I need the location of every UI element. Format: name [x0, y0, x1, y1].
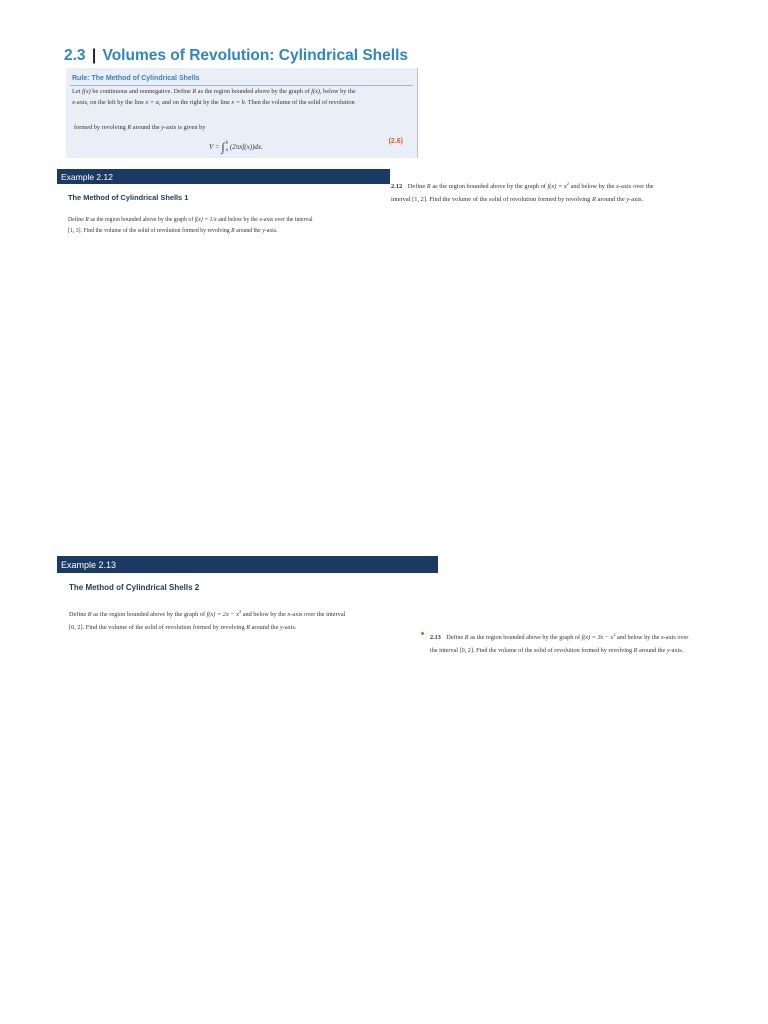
- example-2-13-line-2: [0, 2]. Find the volume of the solid of revolution formed by revolving R around the y-axis.: [69, 624, 297, 631]
- exercise-2-13-number: 2.13: [430, 634, 441, 641]
- exercise-2-12-line-1: 2.12 Define R as the region bounded above by the graph of $f(x) = x^2$ and below by the x-axis over the: [391, 180, 654, 190]
- example-2-13-line-1: Define R as the region bounded above by the graph of $f(x) = 2x - x^2$ and below by the x-axis over the interval: [69, 608, 346, 618]
- rule-divider: [70, 85, 413, 86]
- section-title: [64, 47, 408, 65]
- exercise-bullet-icon: [421, 632, 424, 635]
- exercise-2-13: [430, 631, 688, 657]
- example-2-12-line-2: [1, 3]. Find the volume of the solid of revolution formed by revolving R around the y-axis.: [68, 228, 278, 234]
- example-2-13-body: [69, 608, 345, 634]
- equation-number: (2.6): [388, 138, 403, 145]
- rule-text-line-3: formed by revolving R around the y-axis is given by: [74, 124, 206, 131]
- example-2-12-subtitle: The Method of Cylindrical Shells 1: [68, 193, 189, 202]
- exercise-2-12-number: 2.12: [391, 183, 403, 190]
- example-2-13-header: [57, 556, 438, 573]
- rule-text-line-1: Let f(x) be continuous and nonnegative. Define R as the region bounded above by the graph of f(x), below by the: [72, 88, 356, 95]
- rule-header: Rule: The Method of Cylindrical Shells: [72, 75, 200, 82]
- example-2-12-label: Example 2.12: [61, 171, 113, 182]
- example-2-13-label: Example 2.13: [61, 559, 117, 570]
- exercise-2-13-line-1: 2.13 Define R as the region bounded above by the graph of $f(x) = 3x - x^2$ and below by the x-axis over: [430, 631, 689, 641]
- rule-text-line-2: x-axis, on the left by the line x = a, and on the right by the line x = b. Then the volume of the solid of revolution: [72, 99, 355, 106]
- example-2-12-body: [68, 215, 313, 237]
- example-2-13-subtitle: The Method of Cylindrical Shells 2: [69, 583, 200, 592]
- volume-formula: [209, 138, 263, 154]
- integral-sign: ∫: [221, 140, 225, 154]
- section-separator: |: [91, 47, 97, 64]
- example-2-12-header: [57, 169, 390, 184]
- section-title-text: Volumes of Revolution: Cylindrical Shells: [102, 47, 408, 64]
- example-2-12-line-1: Define R as the region bounded above by the graph of f(x) = 1/x and below by the x-axis over the interval: [68, 217, 313, 223]
- exercise-2-12: [391, 180, 654, 206]
- formula-integrand: (2πxf(x))dx.: [229, 143, 263, 151]
- integral-limits: b a: [225, 141, 229, 154]
- exercise-2-13-line-2: the interval [0, 2]. Find the volume of the solid of revolution formed by revolving R around the y-axis.: [430, 647, 684, 654]
- section-number: 2.3: [64, 47, 86, 64]
- formula-lhs: V =: [209, 143, 220, 151]
- exercise-2-12-line-2: interval [1, 2]. Find the volume of the solid of revolution formed by revolving R around the y-axis.: [391, 196, 644, 203]
- rule-box: [66, 68, 418, 158]
